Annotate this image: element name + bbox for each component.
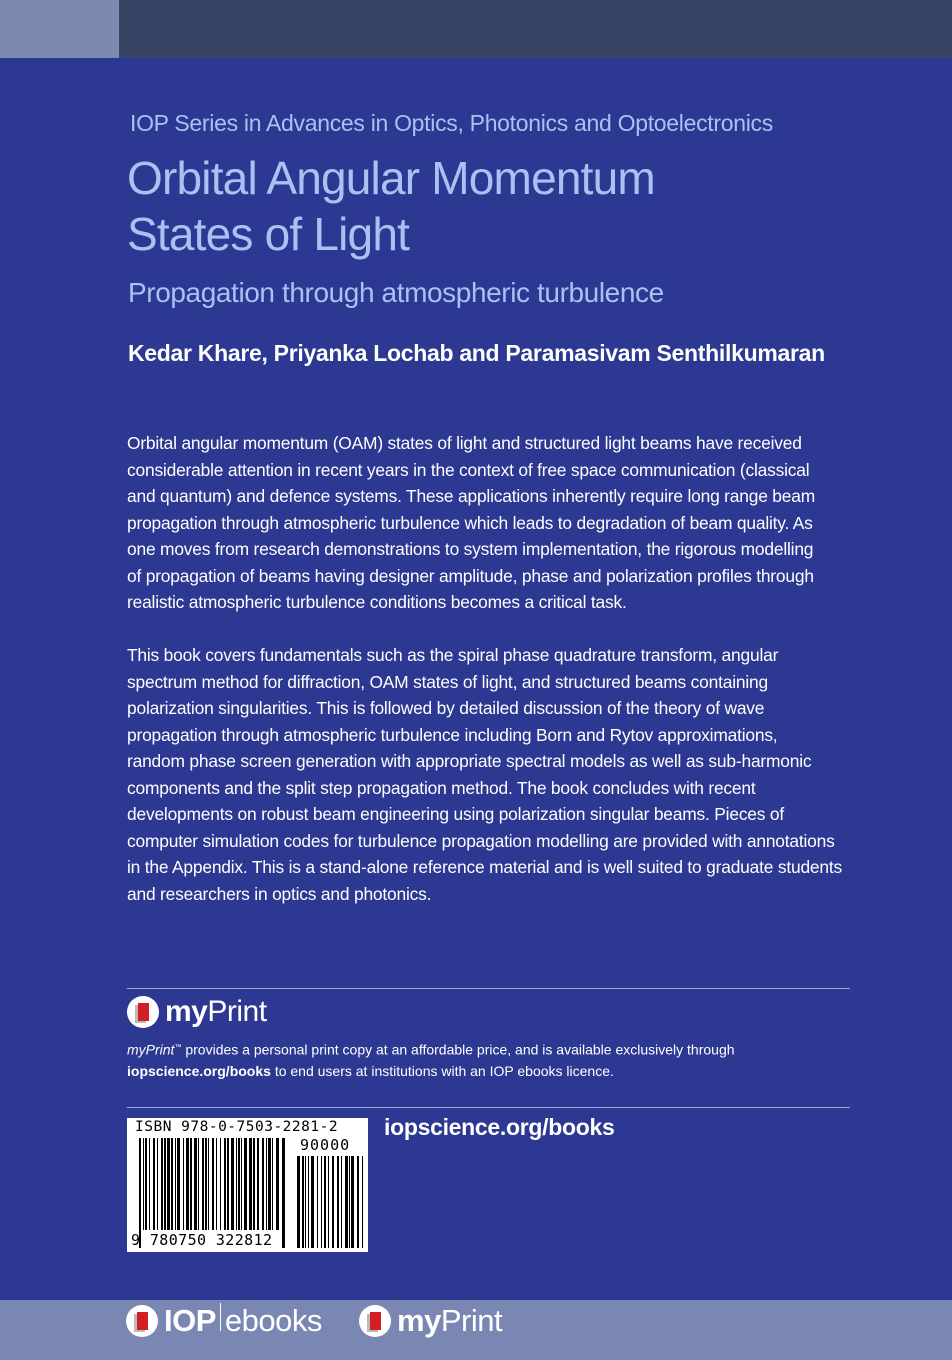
- barcode-bar: [341, 1156, 342, 1248]
- top-bar: [0, 0, 952, 58]
- book-icon: [126, 1305, 158, 1337]
- paragraph-line: components and the split step propagation method. The book concludes with recent: [127, 777, 756, 798]
- divider: [127, 988, 850, 989]
- logo-text: Print: [207, 995, 267, 1028]
- barcode-bar: [362, 1156, 363, 1248]
- description-paragraph-2: [127, 642, 842, 907]
- barcode-bar: [311, 1156, 314, 1248]
- barcode-bar: [282, 1138, 285, 1248]
- title-line: States of Light: [127, 208, 410, 260]
- barcode-bar: [321, 1156, 322, 1248]
- myprint-logo: [127, 995, 267, 1029]
- barcode-bar: [317, 1156, 318, 1248]
- paragraph-line: considerable attention in recent years in the context of free space communication (classical: [127, 459, 810, 480]
- logo-text: Print: [440, 1303, 503, 1338]
- logo-text: my: [397, 1303, 441, 1338]
- note-link[interactable]: iopscience.org/books: [127, 1062, 271, 1079]
- note-text: provides a personal print copy at an affordable price, and is available exclusively through: [181, 1041, 735, 1058]
- book-icon: [359, 1305, 391, 1337]
- isbn-number: ISBN 978-0-7503-2281-2: [135, 1119, 339, 1135]
- isbn-barcode: [127, 1118, 368, 1252]
- barcode-bar: [357, 1156, 359, 1248]
- price-code: 90000: [300, 1136, 351, 1154]
- book-title: [127, 150, 655, 262]
- logo-text: my: [165, 995, 208, 1028]
- series-name: IOP Series in Advances in Optics, Photonics and Optoelectronics: [130, 110, 773, 136]
- authors: Kedar Khare, Priyanka Lochab and Paramasivam Senthilkumaran: [128, 340, 825, 366]
- barcode-bar: [351, 1156, 354, 1248]
- barcode-bar: [332, 1156, 334, 1248]
- barcode-bar: [328, 1156, 329, 1248]
- paragraph-line: propagation through atmospheric turbulence which leads to degradation of beam quality. As: [127, 512, 813, 533]
- paragraph-line: of propagation of beams having designer amplitude, phase and polarization profiles through: [127, 565, 814, 586]
- top-corner-block: [0, 0, 119, 58]
- paragraph-line: spectrum method for diffraction, OAM states of light, and structured beams containing: [127, 671, 768, 692]
- brand: myPrint: [127, 1041, 175, 1058]
- paragraph-line: Orbital angular momentum (OAM) states of light and structured light beams have received: [127, 433, 802, 453]
- paragraph-line: in the Appendix. This is a stand-alone reference material and is well suited to graduate students: [127, 857, 842, 877]
- barcode-bar: [337, 1156, 339, 1248]
- iop-ebooks-logo: [126, 1303, 322, 1339]
- myprint-note: [127, 1037, 735, 1082]
- barcode-bar: [345, 1156, 348, 1248]
- ean-number: 9 780750 322812: [131, 1231, 273, 1249]
- paragraph-line: one moves from research demonstrations to system implementation, the rigorous modelling: [127, 539, 814, 559]
- barcode-bar: [305, 1156, 306, 1248]
- title-line: Orbital Angular Momentum: [127, 152, 655, 204]
- paragraph-line: propagation through atmospheric turbulence including Born and Rytov approximations,: [127, 724, 778, 745]
- paragraph-line: This book covers fundamentals such as the spiral phase quadrature transform, angular: [127, 645, 779, 665]
- logo-text: ebooks: [224, 1303, 322, 1338]
- myprint-footer-logo: [359, 1303, 502, 1339]
- paragraph-line: computer simulation codes for turbulence propagation modelling are provided with annotations: [127, 830, 835, 851]
- barcode-bar: [349, 1156, 350, 1248]
- paragraph-line: and researchers in optics and photonics.: [127, 883, 432, 904]
- logo-text: IOP: [164, 1303, 216, 1338]
- barcode-bar: [324, 1156, 326, 1248]
- barcode-bar: [302, 1156, 304, 1248]
- paragraph-line: developments on robust beam engineering using polarization singular beams. Pieces of: [127, 804, 785, 824]
- paragraph-line: polarization singularities. This is followed by detailed discussion of the theory of wave: [127, 698, 765, 718]
- barcode-bar: [297, 1156, 300, 1248]
- website-link[interactable]: iopscience.org/books: [384, 1114, 615, 1140]
- paragraph-line: realistic atmospheric turbulence conditions becomes a critical task.: [127, 592, 627, 612]
- barcode-bar: [308, 1156, 309, 1248]
- description-paragraph-1: [127, 430, 815, 616]
- trademark: ™: [174, 1044, 182, 1051]
- book-subtitle: Propagation through atmospheric turbulence: [128, 277, 664, 308]
- divider: [127, 1107, 850, 1108]
- paragraph-line: random phase screen generation with appropriate spectral models as well as sub-harmonic: [127, 751, 812, 771]
- paragraph-line: and quantum) and defence systems. These applications inherently require long range beam: [127, 486, 815, 506]
- note-text: to end users at institutions with an IOP ebooks licence.: [270, 1062, 614, 1079]
- book-icon: [127, 996, 159, 1028]
